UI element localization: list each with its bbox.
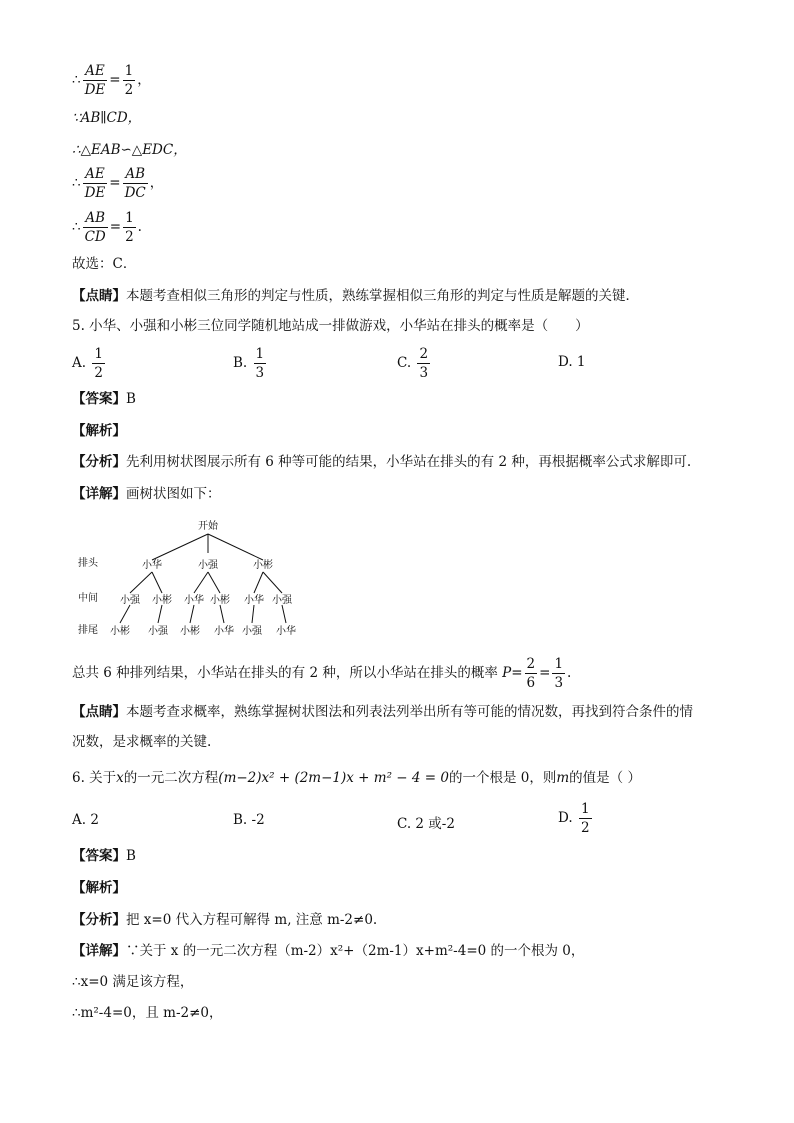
l3-node: 小华: [276, 626, 296, 637]
l2-node: 小彬: [152, 595, 172, 606]
q5-option-b: B. $\frac{1}{3}$: [233, 346, 265, 381]
q5-fenxi: 【分析】先利用树状图展示所有 6 种等可能的结果，小华站在排头的有 2 种，再根据概率公式求解即可.: [72, 454, 692, 470]
tree-root: 开始: [198, 521, 218, 532]
q6-step-2: ∴x=0 满足该方程，: [72, 974, 194, 990]
l3-node: 小强: [242, 626, 262, 637]
tree-edges: [120, 534, 286, 623]
l3-node: 小彬: [180, 626, 200, 637]
l2-node: 小强: [272, 595, 292, 606]
step-parallel: ∵AB∥CD，: [72, 110, 142, 126]
l2-node: 小强: [120, 595, 140, 606]
q5-dianjing-2: 况数，是求概率的关键.: [72, 734, 212, 750]
q6-analysis-tag: 【解析】: [72, 880, 126, 896]
q5-answer: 【答案】B: [72, 391, 136, 407]
q5-option-d: D. 1: [558, 354, 586, 370]
q5-option-c: C. $\frac{2}{3}$: [397, 346, 429, 381]
l2-node: 小彬: [210, 595, 230, 606]
q5-analysis-tag: 【解析】: [72, 423, 126, 439]
q6-option-c: C. 2 或-2: [397, 816, 455, 832]
row-label-tail: 排尾: [78, 625, 98, 636]
step-ratio-ae-de: ∴ $\frac{AE}{DE}$ = $\frac{1}{2}$ ，: [72, 63, 151, 98]
step-ratio-ab-cd: ∴ $\frac{AB}{CD}$ = $\frac{1}{2}$ .: [72, 210, 142, 245]
l3-node: 小华: [214, 626, 234, 637]
l2-node: 小华: [184, 595, 204, 606]
q5-total: 总共 6 种排列结果，小华站在排头的有 2 种，所以小华站在排头的概率 P= $\frac{2}{6}$ = $\frac{1}{3}$ .: [72, 656, 572, 691]
q5-stem: 5. 小华、小强和小彬三位同学随机地站成一排做游戏，小华站在排头的概率是（ ）: [72, 318, 589, 334]
q6-option-d: D. $\frac{1}{2}$: [558, 801, 590, 836]
l1-node: 小华: [142, 560, 162, 571]
q6-xiangjie: 【详解】∵关于 x 的一元二次方程（m-2）x²+（2m-1）x+m²-4=0 的一个根为 0，: [72, 943, 585, 959]
l3-node: 小彬: [110, 626, 130, 637]
l2-node: 小华: [244, 595, 264, 606]
q6-stem: 6. 关于x的一元二次方程(m−2)x² + (2m−1)x + m² − 4 = 0的一个根是 0，则m的值是（ ）: [72, 770, 641, 786]
q5-dianjing-1: 【点睛】本题考查求概率，熟练掌握树状图法和列表法列举出所有等可能的情况数，再找到符合条件的情: [72, 704, 693, 720]
l1-node: 小强: [198, 560, 218, 571]
q6-fenxi: 【分析】把 x=0 代入方程可解得 m, 注意 m-2≠0.: [72, 912, 378, 928]
step-similar: ∴△EAB∽△EDC，: [72, 142, 187, 158]
l1-node: 小彬: [253, 560, 273, 571]
l3-node: 小强: [148, 626, 168, 637]
q6-step-3: ∴m²-4=0，且 m-2≠0，: [72, 1005, 223, 1021]
q6-option-b: B. -2: [233, 812, 265, 828]
dianjing-4: 【点睛】本题考查相似三角形的判定与性质，熟练掌握相似三角形的判定与性质是解题的关键．: [72, 288, 639, 304]
q6-answer: 【答案】B: [72, 848, 136, 864]
q5-xiangjie: 【详解】画树状图如下：: [72, 486, 221, 502]
row-label-head: 排头: [78, 558, 98, 569]
tree-diagram: [70, 515, 310, 645]
row-label-middle: 中间: [78, 593, 98, 604]
q6-option-a: A. 2: [72, 812, 99, 828]
q5-option-a: A. $\frac{1}{2}$: [72, 346, 103, 381]
step-ratio-eq: ∴ $\frac{AE}{DE}$ = $\frac{AB}{DC}$ ，: [72, 166, 164, 201]
choose-answer: 故选：C．: [72, 256, 137, 272]
